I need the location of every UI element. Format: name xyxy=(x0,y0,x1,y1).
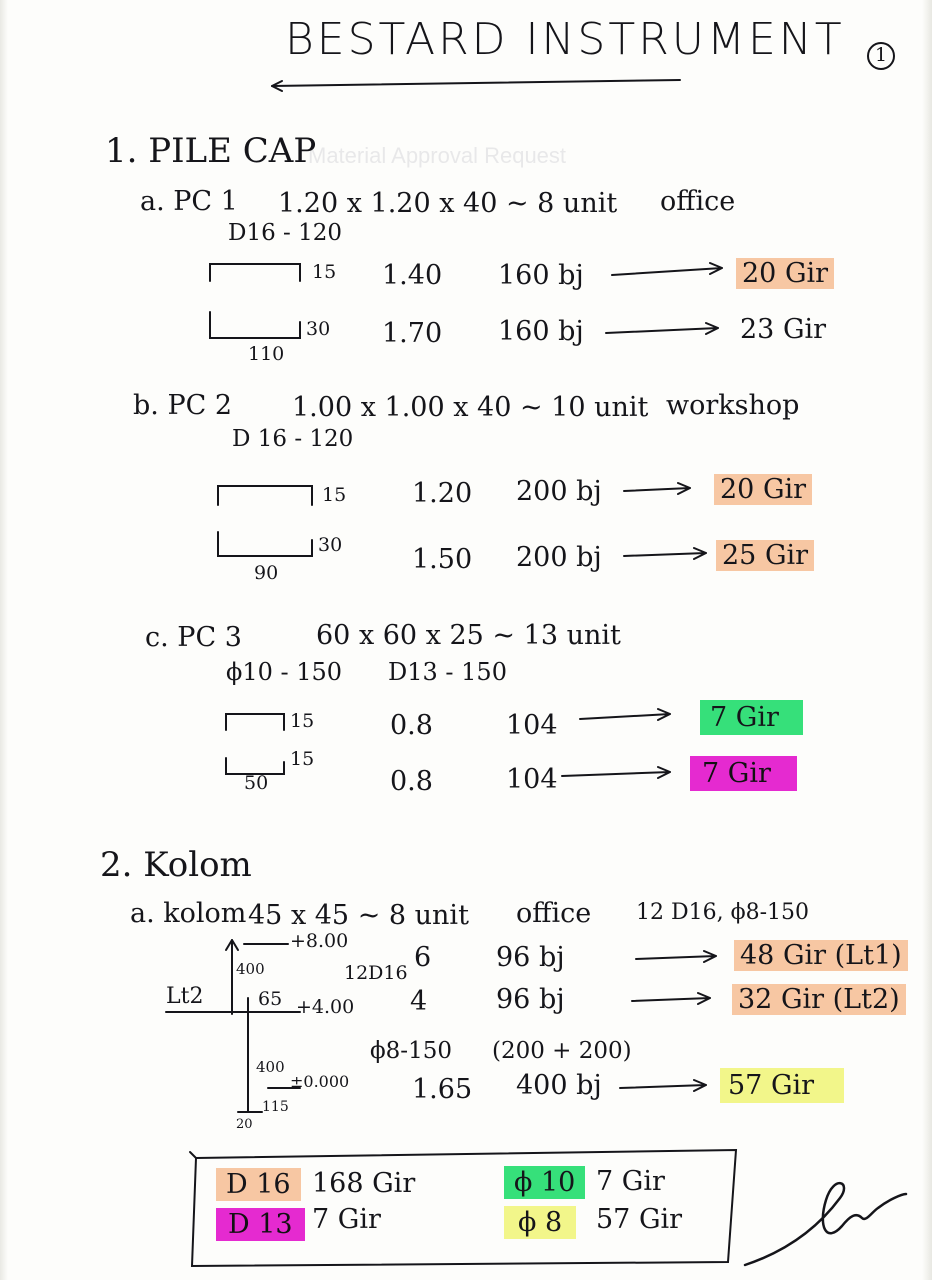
elev-mid: +4.00 xyxy=(296,996,355,1018)
kolom-spec: 45 x 45 ~ 8 unit xyxy=(248,900,469,931)
pc2-dim-width: 90 xyxy=(254,562,279,584)
pc1-dim-top: 15 xyxy=(312,261,337,283)
summary-phi8-label: ϕ 8 xyxy=(504,1206,576,1239)
kolom-row1-result: 48 Gir (Lt1) xyxy=(734,940,908,971)
pc1-row1-qty: 160 bj xyxy=(498,260,584,291)
arrow xyxy=(636,951,716,962)
arrow xyxy=(580,709,670,720)
pc3-row2-result: 7 Gir xyxy=(690,756,797,791)
title-underline xyxy=(272,80,680,86)
pc3-row2-qty: 104 xyxy=(506,764,558,795)
arrow xyxy=(612,263,722,275)
arrow xyxy=(562,767,670,778)
section-heading-kolom: 2. Kolom xyxy=(100,845,252,885)
pc1-row2-result: 23 Gir xyxy=(740,314,827,345)
arrow xyxy=(624,548,706,559)
pc2-bottom-bar xyxy=(218,532,312,556)
arrow xyxy=(606,323,718,334)
pc2-row2-length: 1.50 xyxy=(412,544,473,575)
kolom-row1-length: 6 xyxy=(414,942,432,973)
signature xyxy=(745,1183,906,1265)
pc3-dim-top: 15 xyxy=(290,710,315,732)
pc1-spec: 1.20 x 1.20 x 40 ~ 8 unit xyxy=(278,188,618,219)
kolom-row2-result: 32 Gir (Lt2) xyxy=(732,984,906,1015)
lap-length: 65 xyxy=(258,988,283,1010)
arrow xyxy=(620,1080,706,1091)
stirrup-qty: 400 bj xyxy=(516,1070,602,1101)
pc1-dim-bottom: 30 xyxy=(306,318,331,340)
pc2-row1-result: 20 Gir xyxy=(714,474,812,505)
arrow xyxy=(624,483,690,494)
summary-phi10-label: ϕ 10 xyxy=(504,1166,585,1199)
section-heading-pile-cap: 1. PILE CAP xyxy=(105,131,317,171)
stirrup-length: 1.65 xyxy=(412,1074,473,1105)
page-title: BESTARD INSTRUMENT xyxy=(285,14,845,65)
pc1-row1-length: 1.40 xyxy=(382,260,443,291)
summary-d13-value: 7 Gir xyxy=(312,1204,381,1235)
pc2-dim-bottom: 30 xyxy=(318,534,343,556)
bleed-through-text: Material Approval Request xyxy=(308,143,567,168)
pc2-row1-qty: 200 bj xyxy=(516,476,602,507)
pc3-dim-bottom: 15 xyxy=(290,748,315,770)
base-length: 115 xyxy=(262,1099,289,1115)
seg-upper: 400 xyxy=(236,960,265,978)
summary-phi8-value: 57 Gir xyxy=(596,1204,683,1235)
summary-d13-label: D 13 xyxy=(216,1208,305,1241)
pc3-dim-width: 50 xyxy=(244,772,269,794)
arrow xyxy=(632,993,710,1004)
elev-top: +8.00 xyxy=(290,930,349,952)
pc2-row1-length: 1.20 xyxy=(412,478,473,509)
page-number: 1 xyxy=(875,44,888,66)
summary-d16-value: 168 Gir xyxy=(312,1168,416,1199)
kolom-location: office xyxy=(516,898,592,929)
pc2-rebar: D 16 - 120 xyxy=(232,426,354,452)
pc3-row2-length: 0.8 xyxy=(390,766,433,797)
pc1-bottom-bar xyxy=(210,312,300,338)
summary-phi10-value: 7 Gir xyxy=(596,1166,665,1197)
bar-label: 12D16 xyxy=(344,962,408,984)
stirrup-spec: ϕ8-150 xyxy=(370,1038,452,1064)
elev-base: ±0.000 xyxy=(290,1072,350,1091)
pc1-dim-width: 110 xyxy=(248,343,285,365)
pc1-rebar: D16 - 120 xyxy=(228,220,343,246)
pc3-row1-result: 7 Gir xyxy=(700,700,803,735)
pc3-row1-length: 0.8 xyxy=(390,710,433,741)
kolom-label: a. kolom xyxy=(130,898,247,929)
stirrup-result: 57 Gir xyxy=(720,1068,844,1103)
pc3-spec: 60 x 60 x 25 ~ 13 unit xyxy=(316,620,621,651)
summary-d16-label: D 16 xyxy=(216,1168,301,1201)
seg-lower: 400 xyxy=(256,1058,285,1076)
pc2-row2-qty: 200 bj xyxy=(516,542,602,573)
pc1-top-bar xyxy=(210,264,300,281)
kolom-row2-length: 4 xyxy=(410,986,428,1017)
pc1-row2-length: 1.70 xyxy=(382,318,443,349)
pc3-label: c. PC 3 xyxy=(145,622,242,653)
pc2-dim-top: 15 xyxy=(322,484,347,506)
pc2-top-bar xyxy=(218,486,312,505)
kolom-row2-qty: 96 bj xyxy=(496,984,565,1015)
pc3-rebar-1: ϕ10 - 150 xyxy=(226,658,343,686)
pc1-row1-result: 20 Gir xyxy=(736,258,834,289)
pc2-spec: 1.00 x 1.00 x 40 ~ 10 unit xyxy=(292,392,649,423)
pc3-top-bar xyxy=(226,714,284,730)
pc2-row2-result: 25 Gir xyxy=(716,540,814,571)
pc3-rebar-2: D13 - 150 xyxy=(388,658,507,686)
pc3-row1-qty: 104 xyxy=(506,710,558,741)
foot-length: 20 xyxy=(236,1117,253,1132)
kolom-row1-qty: 96 bj xyxy=(496,942,565,973)
kolom-rebar: 12 D16, ϕ8-150 xyxy=(636,900,810,925)
pc2-location: workshop xyxy=(666,390,800,421)
pc1-row2-qty: 160 bj xyxy=(498,316,584,347)
stirrup-calc: (200 + 200) xyxy=(492,1038,632,1064)
pc1-label: a. PC 1 xyxy=(140,186,238,217)
pc2-label: b. PC 2 xyxy=(133,390,233,421)
floor-label: Lt2 xyxy=(166,984,204,1009)
pc1-location: office xyxy=(660,186,736,217)
